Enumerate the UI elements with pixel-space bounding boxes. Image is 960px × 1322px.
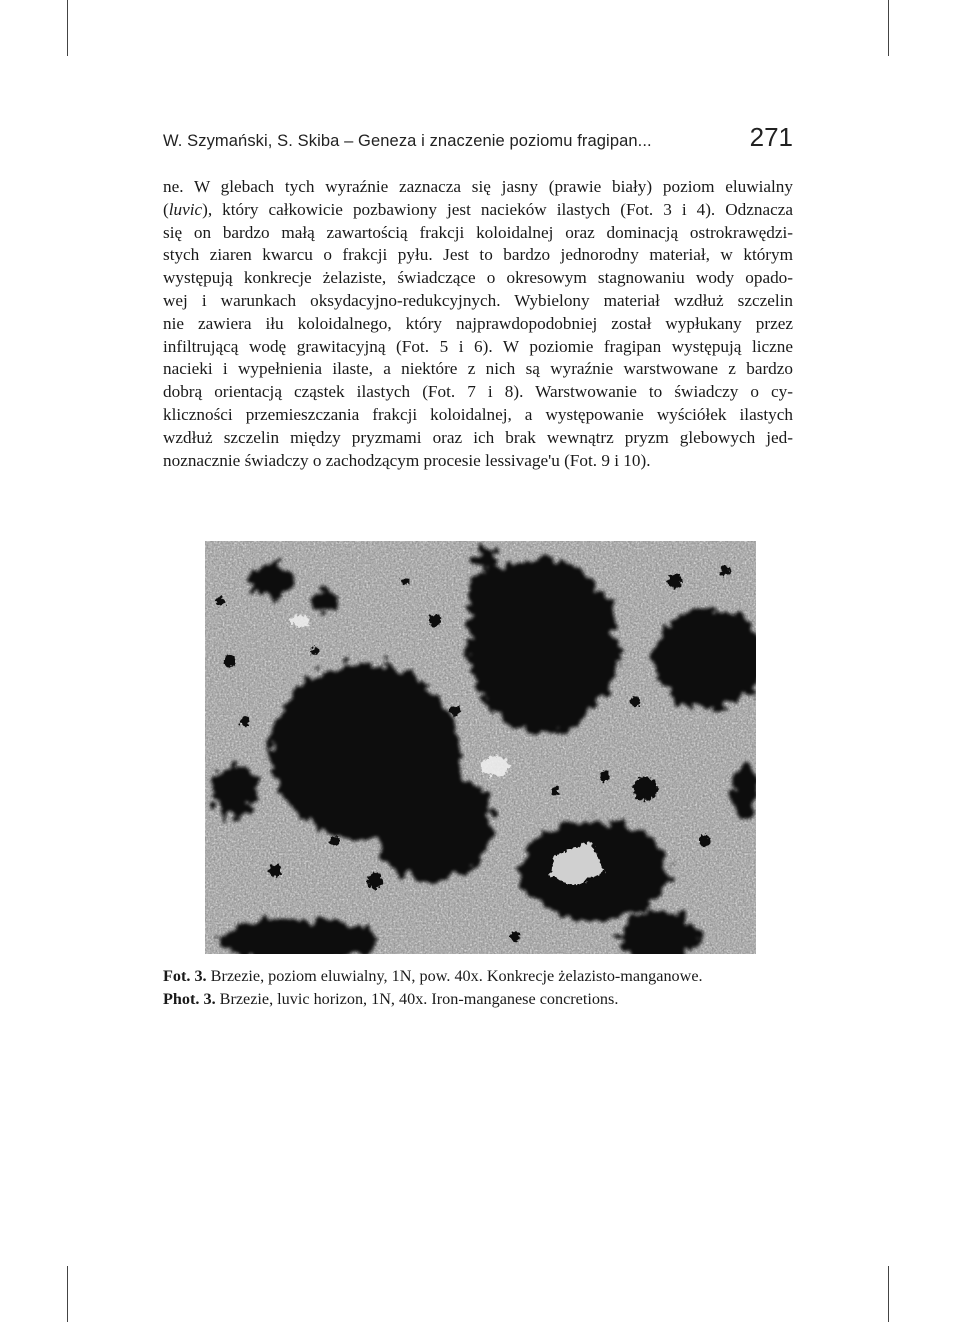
body-line: się on bardzo małą zawartością frakcji koloidalnej oraz dominacją ostrokrawędzi- — [163, 222, 793, 242]
crop-mark-bottom-left — [67, 1266, 68, 1322]
micrograph-photo — [205, 541, 756, 954]
body-line: noznacznie świadczy o zachodzącym procesie lessivage'u (Fot. 9 i 10). — [163, 450, 651, 470]
caption-english — [163, 988, 793, 1011]
body-line: nie zawiera iłu koloidalnego, który najprawdopodobniej został wypłukany przez — [163, 313, 793, 333]
caption-en-text: Brzezie, luvic horizon, 1N, 40x. Iron-manganese concretions. — [215, 989, 619, 1008]
body-line: (luvic), który całkowicie pozbawiony jest nacieków ilastych (Fot. 3 i 4). Odznacza — [163, 199, 793, 219]
micrograph-image — [205, 541, 756, 954]
running-head-title: W. Szymański, S. Skiba – Geneza i znaczenie poziomu fragipan... — [163, 132, 652, 150]
figure-caption — [163, 965, 793, 1010]
body-line: wzdłuż szczelin między pryzmami oraz ich brak wewnątrz pryzm glebowych jed- — [163, 427, 793, 447]
body-line: występują konkrecje żelaziste, świadczące o okresowym stagnowaniu wody opado- — [163, 268, 793, 288]
crop-mark-bottom-right — [888, 1266, 889, 1322]
running-head — [163, 122, 793, 158]
body-line: ne. W glebach tych wyraźnie zaznacza się jasny (prawie biały) poziom eluwialny — [163, 177, 793, 196]
body-line: infiltrującą wodę grawitacyjną (Fot. 5 i 6). W poziomie fragipan występują liczne — [163, 336, 793, 356]
caption-polish — [163, 965, 793, 988]
caption-pl-text: Brzezie, poziom eluwialny, 1N, pow. 40x. Konkrecje żelazisto-manganowe. — [206, 967, 703, 985]
body-line: wej i warunkach oksydacyjno-redukcyjnych. Wybielony materiał wzdłuż szczelin — [163, 290, 793, 310]
caption-en-label: Phot. 3. — [163, 989, 216, 1008]
body-line: dobrą orientacją cząstek ilastych (Fot. 7 i 8). Warstwowanie to świadczy o cy- — [163, 382, 793, 402]
body-line: nacieki i wypełnienia ilaste, a niektóre z nich są wyraźnie warstwowane z bardzo — [163, 359, 793, 379]
body-paragraph — [163, 176, 793, 472]
crop-mark-top-right — [888, 0, 889, 56]
crop-mark-top-left — [67, 0, 68, 56]
page-number: 271 — [749, 122, 793, 152]
body-line: kliczności przemieszczania frakcji koloidalnej, a występowanie wyściółek ilastych — [163, 404, 793, 424]
caption-pl-label: Fot. 3. — [163, 967, 207, 985]
body-line: stych ziaren kwarcu o frakcji pyłu. Jest to bardzo jednorodny materiał, w którym — [163, 245, 793, 265]
